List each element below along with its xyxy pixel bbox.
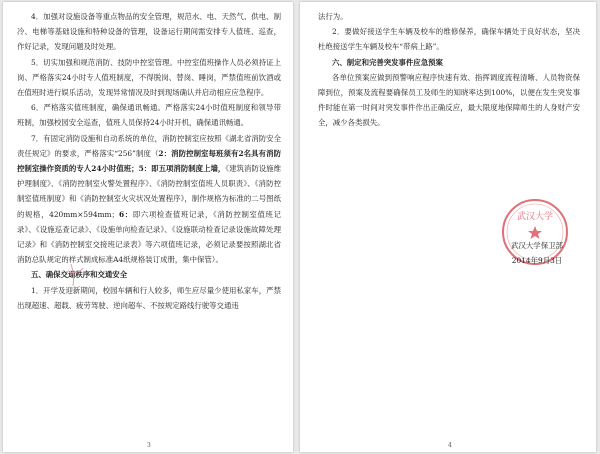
signature-date: 2014年9月3日 <box>511 256 563 265</box>
paragraph-7-rule-6: 6： <box>118 209 133 219</box>
signature-org: 武汉大学保卫部 <box>511 241 563 250</box>
pen-mark-icon <box>63 260 93 290</box>
paragraph-7-intro: 7．有固定消防设施和自动系统的单位，消防控制室应按照《湖北省消防安全责任规定》的要求，严格落实“256”制度（ <box>17 133 281 158</box>
paragraph-traffic-2: 2．要做好接送学生车辆及校车的维修保养，确保车辆处于良好状态，坚决杜绝接送学生车辆及校车“带病上路”。 <box>318 27 580 52</box>
page-number-left: 3 <box>147 442 151 449</box>
paragraph-7-rule-2-5: 2：消防控制室每班须有2名具有消防控制室操作资质的专人24小时值班；5：即五项消防制度上墙， <box>17 148 281 174</box>
paragraph-7 <box>17 131 281 268</box>
document-page-right <box>300 2 596 452</box>
document-page-left <box>3 2 293 452</box>
paragraph-5: 5．切实加强和规范消防、技防中控室管理。中控室值班操作人员必须持证上岗、严格落实24小时专人值班制度，不得脱岗、替岗、睡岗，严禁值班前饮酒或在值班时进行娱乐活动，发现异常情况及时到现场确认并启动相应应急程序。 <box>17 57 281 98</box>
paragraph-emergency: 各单位预案应做到预警响应程序快速有效、指挥调度流程清晰、人员物资保障到位，预案及流程要确保员工及师生的知晓率达到100%，以便在发生突发事件时能在第一时间对突发事件作出正确反应，最大限度地保障师生的人身财产安全，减少各类损失。 <box>318 72 580 128</box>
section-heading-6: 六、制定和完善突发事件应急预案 <box>332 57 443 67</box>
section-heading-5: 五、确保交通秩序和交通安全 <box>31 270 128 280</box>
seal-text: 武汉大学 <box>516 212 554 222</box>
page-number-right: 4 <box>448 442 452 449</box>
page-right-body <box>318 9 580 131</box>
paragraph-7-six-records: 即六项检查值班记录，《消防控制室值班记录》、《设施巡查记录》、《设施单向检查记录》、《设施联动检查记录设施故障处理记录》和《消防控制室交接班记录表》等六项值班记录，必须记录要按照湖北省消防总队规定的样式制成标准A4纸规格装订成册，集中保管）。 <box>17 209 281 265</box>
paragraph-4: 4．加强对设施设备等重点物品的安全管理，规范水、电、天然气、供电、制冷、电梯等基础设施和特种设备的管理，设备运行期间需安排专人值班、巡查，作好记录，发现问题及时处理。 <box>17 12 281 52</box>
paragraph-7-five-rules: 《建筑消防设施维护理制度》、《消防控制室火警处置程序》、《消防控制室值班人员职责》、《消防控制室值班制度》和《消防控制室火灾状况处置程序》，制作规格为标准的二号图纸的规格，420mm×594mm； <box>17 164 281 219</box>
paragraph-traffic-1: 1．开学及迎新期间，校园车辆和行人较多，师生应尽量少使用私家车，严禁出现超速、超载、疲劳驾驶、逆向超车、不按规定路线行驶等交通违 <box>17 285 281 310</box>
page-left-body <box>17 9 281 313</box>
paragraph-6: 6．严格落实值班制度，确保通讯畅通。严格落实24小时值班制度和领导带班制，加强校园安全巡查，值班人员保持24小时开机，确保通讯畅通。 <box>17 103 281 128</box>
signature-block <box>492 238 582 268</box>
paragraph-continued: 法行为。 <box>318 12 348 21</box>
